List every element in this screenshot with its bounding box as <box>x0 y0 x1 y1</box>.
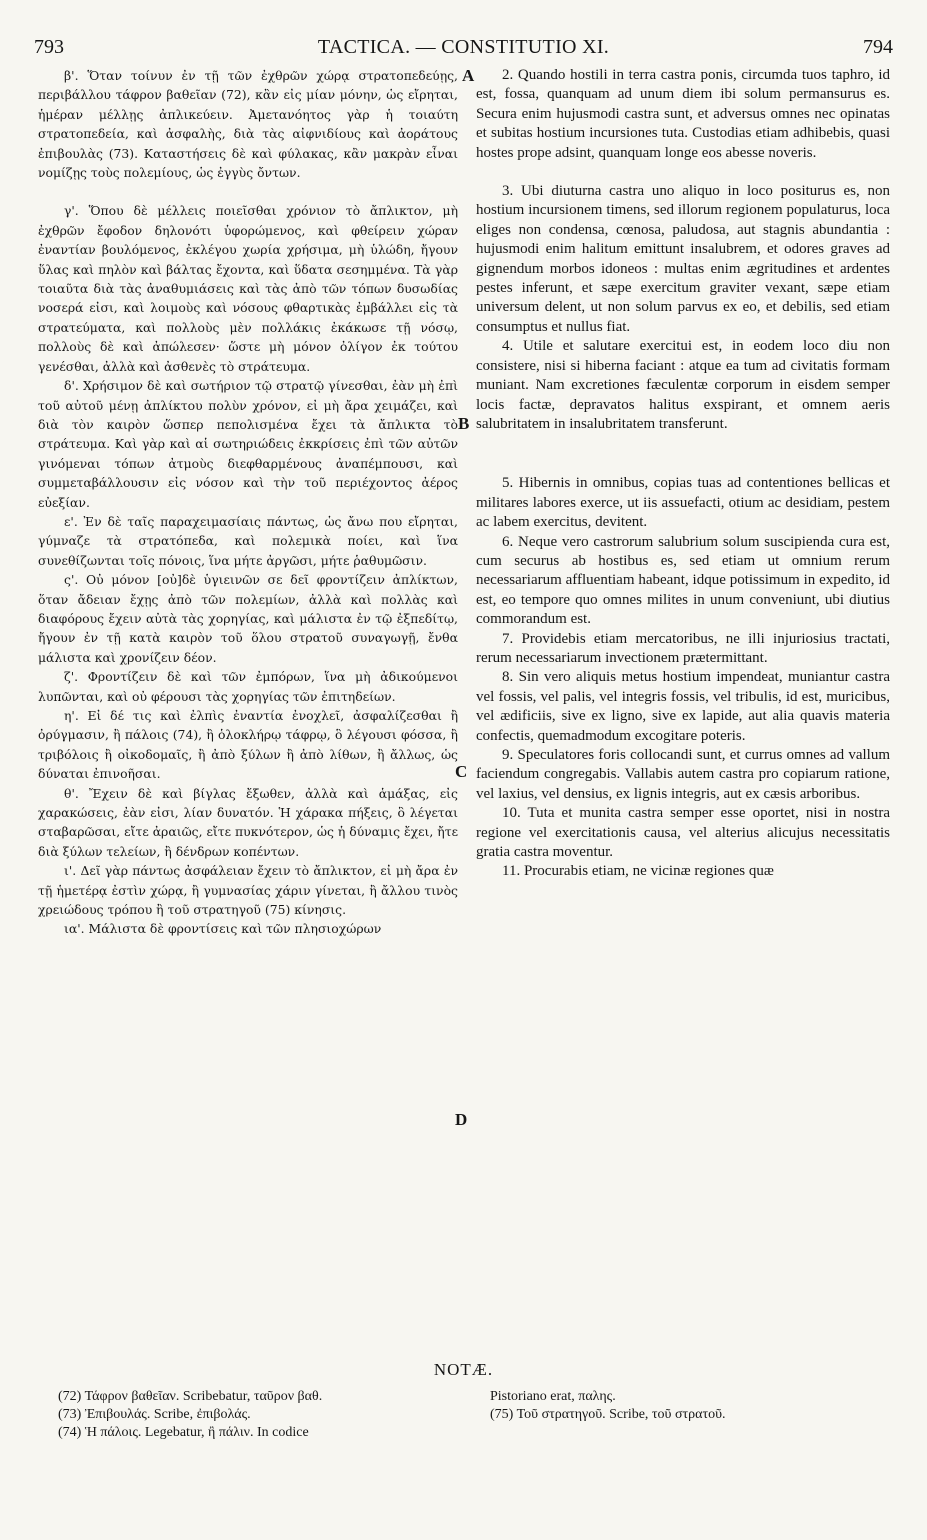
margin-marker-b: B <box>458 414 470 433</box>
note-74-continued: Pistoriano erat, παλης. <box>490 1389 616 1404</box>
greek-column <box>38 66 458 939</box>
greek-paragraph-10: ι'. Δεῖ γὰρ πάντως ἀσφάλειαν ἔχειν τὸ ἄπλικτον, εἰ μὴ ἄρα ἐν τῇ ἡμετέρᾳ ἐστὶν χώρᾳ, ἢ γυμνασίας χάριν γίνεται, ἢ ἄλλου τινὸς χρειώδους τρόπου ἢ τοῦ στρατηγοῦ (75) κίνησις. <box>38 863 458 918</box>
latin-column <box>476 66 890 882</box>
latin-paragraph-11: 11. Procurabis etiam, ne vicinæ regiones quæ <box>502 863 774 880</box>
notes-right-column <box>490 1388 890 1424</box>
latin-paragraph-10: 10. Tuta et munita castra semper esse oportet, nisi in nostra regione vel exercitationis causa, vel alterius alicujus necessitatis gratia castra moventur. <box>476 805 890 861</box>
latin-paragraph-9: 9. Speculatores foris collocandi sunt, et currus omnes ad vallum faciendum congregabis. Vallabis autem castra pro copiarum ratione, vel laxius, vel densius, ex lignis integris, aut ex cæsis arboribus. <box>476 747 890 802</box>
note-75: (75) Τοῦ στρατηγοῦ. Scribe, τοῦ στρατοῦ. <box>490 1407 726 1422</box>
latin-paragraph-2: 2. Quando hostili in terra castra ponis, circumda tuos taphro, id est, fossa, quanquam ad unum diem ibi solum permansurus es. Secura enim hujusmodi castra sunt, et adversus omnes nec opinatas et subitas hostium incursiones tuta. Custodias etiam adhibebis, quasi hostes prope adsint, quanquam longe eos abesse noveris. <box>476 67 890 161</box>
latin-paragraph-4: 4. Utile et salutare exercitui est, in eodem loco diu non consistere, nisi si hiberna faciant : atque ea tum ad civitatis formam muniant. Nam excretiones fæculentæ corporum in eisdem semper locis factæ, depravatos halitus exspirant, et omnem aeris salubritatem in insalubritatem transferunt. <box>476 338 890 432</box>
greek-paragraph-5: ε'. Ἐν δὲ ταῖς παραχειμασίαις πάντως, ὡς ἄνω που εἴρηται, γύμναζε τὰ στρατόπεδα, καὶ πολεμικὰ ποίει, καὶ ἵνα συνεθίζωνται τοῖς πόνοις, ἵνα μήτε ἀργῶσι, μήτε ῥαθυμῶσιν. <box>38 513 458 568</box>
page-number-left: 793 <box>34 36 64 58</box>
running-title: TACTICA. — CONSTITUTIO XI. <box>317 36 610 58</box>
margin-marker-a: A <box>462 66 475 85</box>
greek-paragraph-8: η'. Εἰ δέ τις καὶ ἐλπὶς ἐναντία ἐνοχλεῖ, ἀσφαλίζεσθαι ἢ ὀρύγμασιν, ἢ πάλοις (74), ἢ ὁλοκλήρῳ τάφρῳ, ὃ λέγουσι φόσσα, ἢ τριβόλοις ἢ οἰκοδομαῖς, ἢ ἀπὸ ξύλων ἢ ἀπὸ λίθων, ἢ ἄλλως, ὡς δύναται ἐπινοῆσαι. <box>38 708 458 782</box>
greek-paragraph-9: θ'. Ἔχειν δὲ καὶ βίγλας ἔξωθεν, ἀλλὰ καὶ ἁμάξας, εἰς χαρακώσεις, ἐὰν εἰσι, λίαν δυνατόν. Ἡ χάρακα πήξεις, ὃ λέγεται σταβαρῶσαι, εἴτε ἀραιῶς, εἴτε πυκνότερον, ὡς ἡ δύναμις ἔχει, ἤτε διὰ ξύλων τελείων, ἢ δένδρων κοπέντων. <box>38 785 458 859</box>
greek-paragraph-7: ζ'. Φροντίζειν δὲ καὶ τῶν ἐμπόρων, ἵνα μὴ ἀδικούμενοι λυπῶνται, καὶ οὐ φέρουσι τὰς χορηγίας τῶν ἐπιτηδείων. <box>38 669 458 704</box>
latin-paragraph-5: 5. Hibernis in omnibus, copias tuas ad contentiones bellicas et militares labores exerce, ut iis assuefacti, otium ac desidiam, pestem ac labem exercitus, devitent. <box>476 475 890 531</box>
greek-paragraph-6: ς'. Οὐ μόνον [οὐ]δὲ ὑγιεινῶν σε δεῖ φροντίζειν ἀπλίκτων, ὅταν ἄδειαν ἔχῃς ἀπὸ τῶν πολεμίων, ἀλλὰ καὶ πολλὰς καὶ διαφόρους ἔχειν αὐτὰ τὰς χορηγίας, καὶ μάλιστα ἐν τῷ ἐξπεδίτῳ, ἤγουν ἐν τῇ κατὰ καιρὸν τοῦ ὅλου στρατοῦ συναγωγῇ, ἔνθα μάλιστα καὶ χρονίζειν δέον. <box>38 572 458 665</box>
latin-paragraph-7: 7. Providebis etiam mercatoribus, ne illi injuriosius tractati, rerum necessariarum invectionem prætermittant. <box>476 630 890 666</box>
notes-left-column <box>58 1388 458 1442</box>
greek-paragraph-3: γ'. Ὅπου δὲ μέλλεις ποιεῖσθαι χρόνιον τὸ ἄπλικτον, μὴ ἐχθρῶν ἔφοδον δηλονότι ὑφορώμενος, καὶ φθείρειν χώραν ἐναντίαν βουλόμενος, ἐκλέγου χωρία χρήσιμα, μὴ ὑλώδη, ἤγουν ὕλας καὶ πηλὸν καὶ βάλτας ἔχοντα, καὶ ὕδατα σεσημμένα. Τὰ γὰρ τοιαῦτα διὰ τὰς ἀναθυμιάσεις καὶ τὰς ἀπὸ τῶν τόπων δυσωδίας νοσερά εἰσι, καὶ λοιμοὺς καὶ νόσους φθαρτικὰς ἐμβάλλει εἰς τὰ στρατεύματα, καὶ πολλοὺς μὲν πολλάκις ἐκάκωσε τῇ νόσῳ, πολλοὺς δὲ καὶ ἀπώλεσεν· ὥστε μὴ μόνον ὀλίγον ἐκ τούτου γενέσθαι, ἀλλὰ καὶ ἀσθενὲς τὸ στράτευμα. <box>38 203 458 374</box>
latin-paragraph-8: 8. Sin vero aliquis metus hostium impendeat, muniantur castra vel fossis, vel palis, vel integris fossis, vel tribulis, id est, muricibus, vel ædificiis, sive ex ligno, sive ex lapide, aut alia quavis materia confectis, quemadmodum excogitare poteris. <box>476 669 890 744</box>
greek-paragraph-2: β'. Ὅταν τοίνυν ἐν τῇ τῶν ἐχθρῶν χώρᾳ στρατοπεδεύῃς, περιβάλλου τάφρον βαθεῖαν (72), κἂν εἰς μίαν μόνην, ὡς εἴρηται, ἡμέραν μέλλῃς ἀπλικεύειν. Ἀμετανόητος γὰρ ἡ τοιαύτη στρατοπεδεία, καὶ ἀσφαλὴς, διὰ τὰς αἰφνιδίους καὶ ἀοράτους ἐπιβουλὰς (73). Καταστήσεις δὲ καὶ φύλακας, κἂν μακρὰν εἶναι νομίζῃς τοὺς πολεμίους, ὡς ἐγγὺς ὄντων. <box>38 68 458 181</box>
margin-marker-d: D <box>455 1110 468 1129</box>
latin-paragraph-6: 6. Neque vero castrorum salubrium solum suscipienda cura est, cum securus ab hostibus es, sed etiam ut omnium rerum necessariarum affluentiam habeant, idque potissimum in expedito, id est, eo tempore quo omnes milites in unum conveniunt, ubi diutius commorandum est. <box>476 533 890 628</box>
notae-heading: NOTÆ. <box>433 1360 494 1379</box>
margin-marker-c: C <box>455 762 468 781</box>
running-header <box>34 36 893 62</box>
note-74: (74) Ἡ πάλοις. Legebatur, ἢ πάλιν. In codice <box>58 1425 309 1440</box>
latin-paragraph-3: 3. Ubi diuturna castra uno aliquo in loco positurus es, non hostium incursionem timens, sed illorum regionem populaturus, loca eliges non condensa, cœnosa, paludosa, aut stagnis abundantia : hujusmodi enim halitum emittunt insalubrem, et odores graves ad gignendum morbos idoneos : multas enim ægritudines et ardentes pestes inferunt, et sæpe exercitum graviter vexant, sæpe etiam universum delent, ut non solum parvus ex eo, et debilis, sed etiam consumptus et nullus fiat. <box>476 183 890 335</box>
greek-paragraph-4: δ'. Χρήσιμον δὲ καὶ σωτήριον τῷ στρατῷ γίνεσθαι, ἐὰν μὴ ἐπὶ τοῦ αὐτοῦ μένῃ ἀπλίκτου πολὺν χρόνον, εἰ μὴ ἄρα χειμάζει, καὶ διὰ τὸν καιρὸν ὥσπερ πεπολισμένα ἔχει τὰ ἄπλικτα τὸ στράτευμα. Καὶ γὰρ καὶ αἱ σωτηριώδεις ἐκκρίσεις ἐπὶ τῶν αὐτῶν γινόμεναι τόπων ἀτμοὺς διεφθαρμένους ἀναπέμπουσι, καὶ συμμεταβάλλουσιν εἰς νόσον καὶ τὴν τοῦ περιέχοντος ἀέρος εὐεξίαν. <box>38 378 458 510</box>
note-72: (72) Τάφρον βαθεῖαν. Scribebatur, ταῦρον βαθ. <box>58 1389 323 1404</box>
page-number-right: 794 <box>863 36 893 58</box>
note-73: (73) Ἐπιβουλάς. Scribe, ἐπιβολάς. <box>58 1407 251 1422</box>
greek-paragraph-11: ια'. Μάλιστα δὲ φροντίσεις καὶ τῶν πλησιοχώρων <box>64 921 382 937</box>
